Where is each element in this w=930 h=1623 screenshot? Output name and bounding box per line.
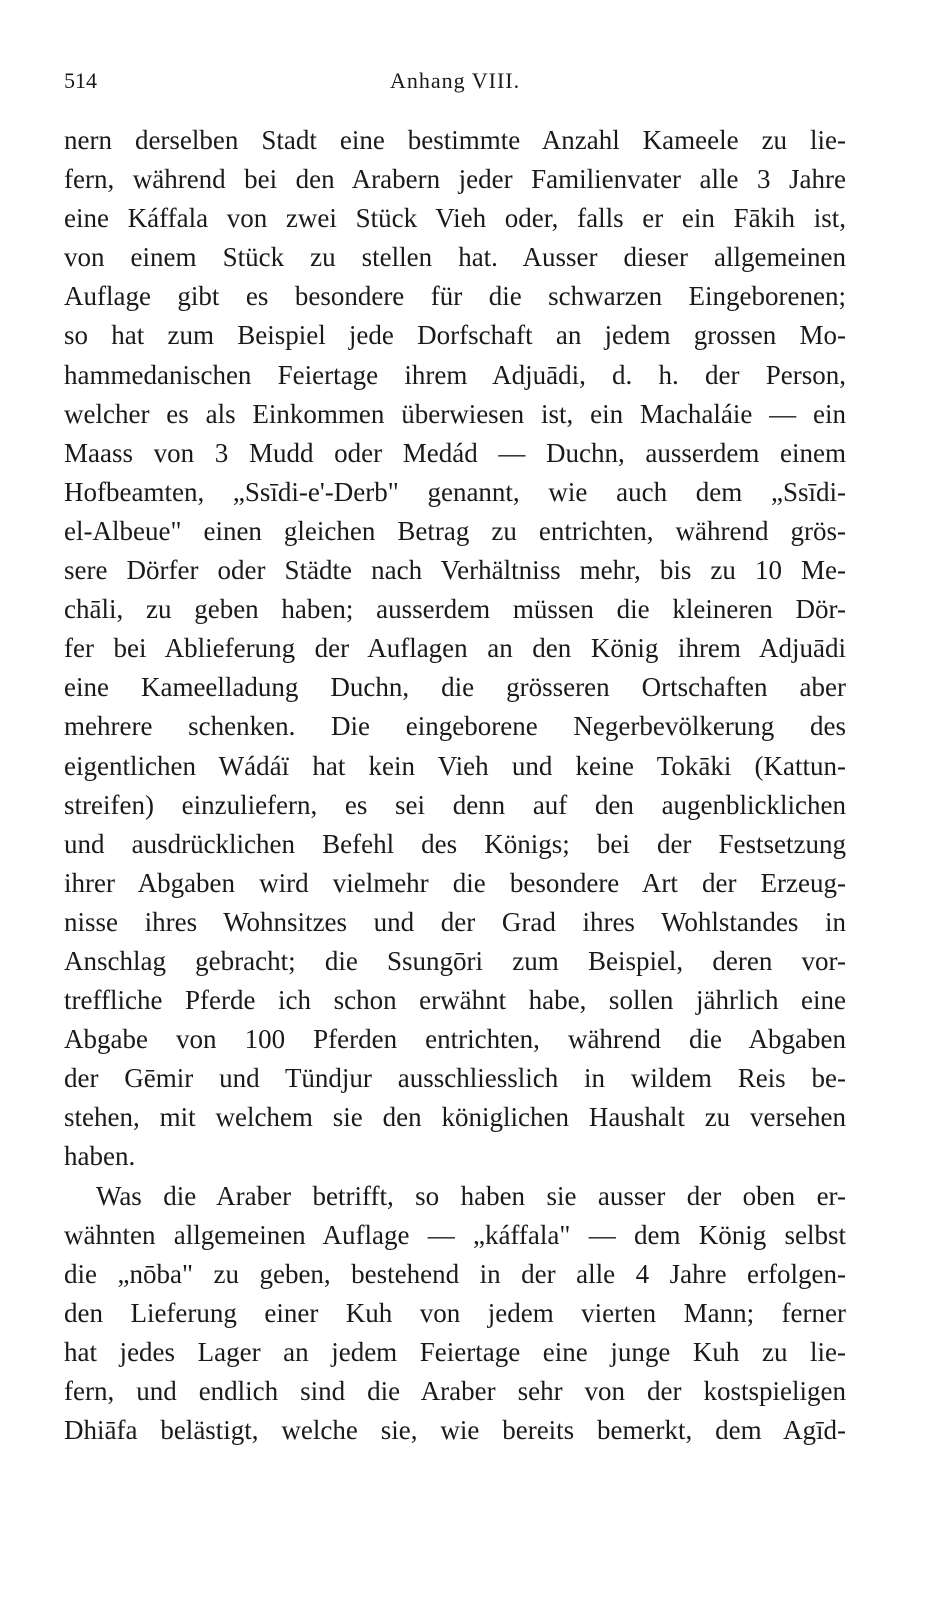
text-line: Auflage gibt es besondere für die schwarzen Eingeborenen;: [64, 281, 846, 312]
text-line: ihrer Abgaben wird vielmehr die besondere Art der Erzeug-: [64, 867, 846, 898]
text-line: Was die Araber betrifft, so haben sie ausser der oben er-: [96, 1180, 846, 1211]
text-line: stehen, mit welchem sie den königlichen Haushalt zu versehen: [64, 1102, 846, 1133]
paragraph-1: [64, 121, 846, 1177]
text-line: von einem Stück zu stellen hat. Ausser dieser allgemeinen: [64, 242, 846, 273]
page-number: 514: [64, 68, 97, 93]
text-line: Anschlag gebracht; die Ssungōri zum Beispiel, deren vor-: [64, 945, 846, 976]
text-line: Hofbeamten, „Ssīdi-e'-Derb" genannt, wie auch dem „Ssīdi-: [64, 476, 846, 507]
text-line: und ausdrücklichen Befehl des Königs; bei der Festsetzung: [64, 828, 846, 859]
text-line: eine Kameelladung Duchn, die grösseren Ortschaften aber: [64, 672, 846, 703]
text-line: Abgabe von 100 Pferden entrichten, während die Abgaben: [64, 1024, 846, 1055]
text-line: eigentlichen Wádáï hat kein Vieh und keine Tokāki (Kattun-: [64, 750, 846, 781]
text-line: chāli, zu geben haben; ausserdem müssen die kleineren Dör-: [64, 594, 846, 625]
body-text: [64, 121, 846, 1450]
text-line: treffliche Pferde ich schon erwähnt habe, sollen jährlich eine: [64, 985, 846, 1016]
text-line: sere Dörfer oder Städte nach Verhältniss mehr, bis zu 10 Me-: [64, 555, 846, 586]
text-line: so hat zum Beispiel jede Dorfschaft an jedem grossen Mo-: [64, 320, 846, 351]
text-line: nern derselben Stadt eine bestimmte Anzahl Kameele zu lie-: [64, 125, 846, 155]
text-line: hammedanischen Feiertage ihrem Adjuādi, d. h. der Person,: [64, 359, 846, 390]
text-line: welcher es als Einkommen überwiesen ist, ein Machaláie — ein: [64, 398, 846, 429]
text-line: nisse ihres Wohnsitzes und der Grad ihres Wohlstandes in: [64, 906, 846, 937]
text-line: haben.: [64, 1141, 136, 1172]
paragraph-2: [64, 1177, 846, 1451]
text-line: el-Albeue" einen gleichen Betrag zu entrichten, während grös-: [64, 515, 846, 546]
text-line: fern, und endlich sind die Araber sehr von der kostspieligen: [64, 1376, 846, 1406]
text-line: fer bei Ablieferung der Auflagen an den König ihrem Adjuādi: [64, 633, 846, 664]
text-line: wähnten allgemeinen Auflage — „káffala" — dem König selbst: [64, 1219, 846, 1250]
text-line: fern, während bei den Arabern jeder Familienvater alle 3 Jahre: [64, 164, 846, 195]
running-title: Anhang VIII.: [390, 68, 521, 93]
text-line: streifen) einzuliefern, es sei denn auf den augenblicklichen: [64, 789, 846, 820]
text-line: der Gēmir und Tündjur ausschliesslich in wildem Reis be-: [64, 1063, 846, 1094]
text-line: die „nōba" zu geben, bestehend in der alle 4 Jahre erfolgen-: [64, 1258, 846, 1289]
text-line: hat jedes Lager an jedem Feiertage eine junge Kuh zu lie-: [64, 1336, 846, 1367]
text-line: den Lieferung einer Kuh von jedem vierten Mann; ferner: [64, 1297, 846, 1328]
text-line: Dhiāfa belästigt, welche sie, wie bereits bemerkt, dem Agīd-: [64, 1415, 846, 1446]
text-line: eine Káffala von zwei Stück Vieh oder, falls er ein Fākih ist,: [64, 203, 846, 234]
text-line: mehrere schenken. Die eingeborene Negerbevölkerung des: [64, 711, 846, 742]
text-line: Maass von 3 Mudd oder Medád — Duchn, ausserdem einem: [64, 437, 846, 468]
page-header: [64, 68, 846, 102]
